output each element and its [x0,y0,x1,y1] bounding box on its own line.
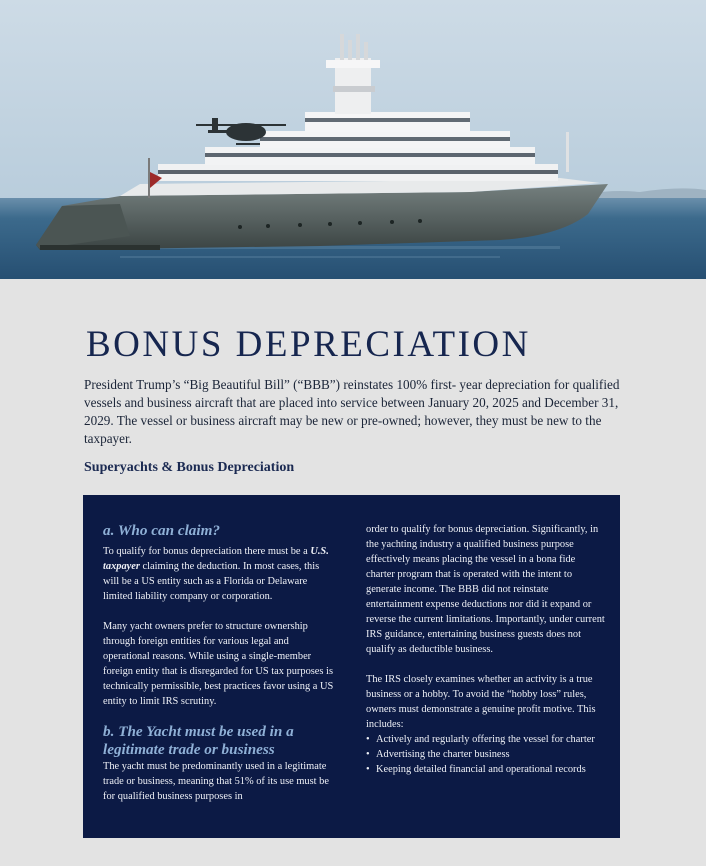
section-b-title: b. The Yacht must be used in a legitimate trade or business [103,723,294,758]
section-subheading: Superyachts & Bonus Depreciation [84,460,295,475]
col2-paragraph-1: order to qualify for bonus depreciation. Significantly, in the yachting industry a qualified business purpose effectively means placing the vessel in a bona fide charter program that is operated with the intent to generate income. The BBB did not reinstate entertainment expense deductions nor did it expand or reverse the current limitations. Importantly, under current IRS guidance, entertaining business guests does not qualify as deductible business. [366,524,605,655]
bullet-text: Keeping detailed financial and operational records [376,764,586,775]
bullet-icon: • [366,734,370,745]
bullet-text: Actively and regularly offering the vessel for charter [376,734,595,745]
bullet-icon: • [366,749,370,760]
list-item [366,762,606,777]
us-taxpayer-emphasis: U.S. taxpayer [103,546,329,572]
section-a-paragraph-2: Many yacht owners prefer to structure ownership through foreign entities for various legal and operational reasons. While using a single-member foreign entity that is disregarded for US tax purposes is technically permissible, best practices favor using a US entity to limit IRS scrutiny. [103,621,334,707]
list-item [366,747,606,762]
superyacht-illustration [0,0,706,279]
bullet-icon: • [366,764,370,775]
section-a-title: a. Who can claim? [103,522,221,539]
hero-image [0,0,706,279]
section-a-paragraph-1 [103,544,337,604]
panel-column-left [103,495,337,804]
article-page [0,279,706,866]
info-panel [83,495,620,838]
col2-paragraph-2: The IRS closely examines whether an activity is a true business or a hobby. To avoid the “hobby loss” rules, owners must demonstrate a genuine profit motive. This includes: [366,674,596,730]
list-item [366,732,606,747]
section-a-text-before: To qualify for bonus depreciation there must be a [103,546,311,557]
intro-paragraph: President Trump’s “Big Beautiful Bill” (“BBB”) reinstates 100% first- year depreciation for qualified vessels and business aircraft that are placed into service between January 20, 2025 and December 31, 2029. The vessel or business aircraft may be new or pre-owned; however, they must be new to the taxpayer. [84,377,620,446]
section-a-text-after: claiming the deduction. In most cases, this will be a US entity such as a Florida or Delaware limited liability company or corporation. [103,561,320,602]
panel-column-right [366,495,606,777]
section-b-paragraph-1: The yacht must be predominantly used in a legitimate trade or business, meaning that 51% of its use must be for qualified business purposes in [103,761,329,802]
bullet-text: Advertising the charter business [376,749,510,760]
page-title: BONUS DEPRECIATION [86,324,531,365]
